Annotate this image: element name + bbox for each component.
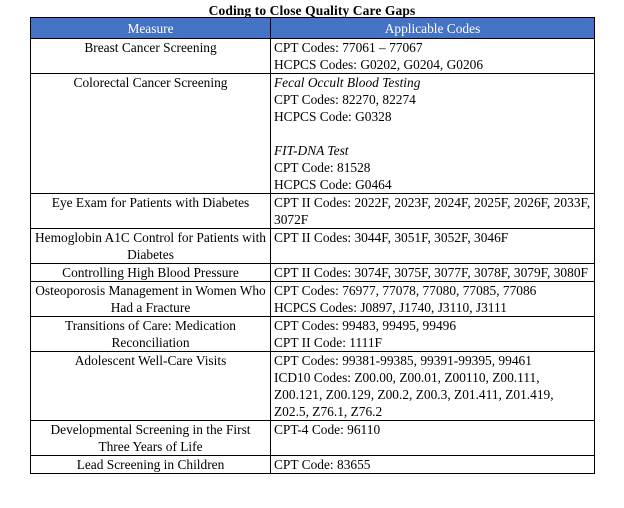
code-line: CPT Code: 81528: [274, 160, 371, 175]
code-line: CPT-4 Code: 96110: [274, 422, 381, 437]
code-line: CPT Codes: 99381-99385, 99391-99395, 99461: [274, 353, 532, 368]
measure-cell: Developmental Screening in the First Three Years of Life: [31, 421, 271, 456]
codes-cell: [271, 456, 595, 474]
code-line: HCPCS Code: G0464: [274, 177, 392, 192]
measure-cell: Adolescent Well-Care Visits: [31, 352, 271, 421]
codes-cell: [271, 194, 595, 229]
code-line: CPT Code: 83655: [274, 457, 371, 472]
codes-cell: [271, 317, 595, 352]
codes-cell: [271, 352, 595, 421]
measure-cell: Lead Screening in Children: [31, 456, 271, 474]
codes-cell: [271, 421, 595, 456]
code-line: CPT Codes: 77061 – 77067: [274, 40, 423, 55]
measure-cell: Osteoporosis Management in Women Who Had a Fracture: [31, 282, 271, 317]
code-line: CPT Codes: 99483, 99495, 99496: [274, 318, 457, 333]
measure-cell: Colorectal Cancer Screening: [31, 74, 271, 194]
code-line: CPT Codes: 82270, 82274: [274, 92, 416, 107]
measure-cell: Controlling High Blood Pressure: [31, 264, 271, 282]
measure-cell: Breast Cancer Screening: [31, 39, 271, 74]
code-line: CPT Codes: 76977, 77078, 77080, 77085, 77086: [274, 283, 537, 298]
code-line: CPT II Codes: 3044F, 3051F, 3052F, 3046F: [274, 230, 509, 245]
measure-cell: Hemoglobin A1C Control for Patients with Diabetes: [31, 229, 271, 264]
test-type-label: FIT-DNA Test: [274, 143, 349, 158]
codes-cell: [271, 74, 595, 194]
table-row: [31, 352, 595, 421]
table-row: [31, 74, 595, 194]
table-row: [31, 421, 595, 456]
code-line: HCPCS Code: G0328: [274, 109, 392, 124]
table-row: [31, 194, 595, 229]
table-row: [31, 317, 595, 352]
code-line: HCPCS Codes: G0202, G0204, G0206: [274, 57, 484, 72]
table-row: [31, 456, 595, 474]
code-line: ICD10 Codes: Z00.00, Z00.01, Z00110, Z00.111, Z00.121, Z00.129, Z00.2, Z00.3, Z01.411, Z01.419, Z02.5, Z76.1, Z76.2: [274, 370, 554, 419]
code-line: HCPCS Codes: J0897, J1740, J3110, J3111: [274, 300, 507, 315]
code-line: CPT II Codes: 3074F, 3075F, 3077F, 3078F, 3079F, 3080F: [274, 265, 588, 280]
table-body: [31, 39, 595, 474]
table-row: [31, 264, 595, 282]
codes-cell: [271, 39, 595, 74]
table-row: [31, 39, 595, 74]
measure-column-header: Measure: [31, 18, 271, 39]
measure-cell: Eye Exam for Patients with Diabetes: [31, 194, 271, 229]
codes-cell: [271, 282, 595, 317]
code-line: CPT II Codes: 2022F, 2023F, 2024F, 2025F, 2026F, 2033F, 3072F: [274, 195, 591, 227]
codes-cell: [271, 229, 595, 264]
blank-line: [274, 125, 591, 142]
table-header-row: [31, 18, 595, 39]
codes-cell: [271, 264, 595, 282]
test-type-label: Fecal Occult Blood Testing: [274, 75, 421, 90]
table-row: [31, 282, 595, 317]
code-line: CPT II Code: 1111F: [274, 335, 382, 350]
quality-codes-table: [30, 17, 595, 474]
table-row: [31, 229, 595, 264]
measure-cell: Transitions of Care: Medication Reconciliation: [31, 317, 271, 352]
codes-column-header: Applicable Codes: [271, 18, 595, 39]
document-title: Coding to Close Quality Care Gaps: [208, 3, 416, 18]
